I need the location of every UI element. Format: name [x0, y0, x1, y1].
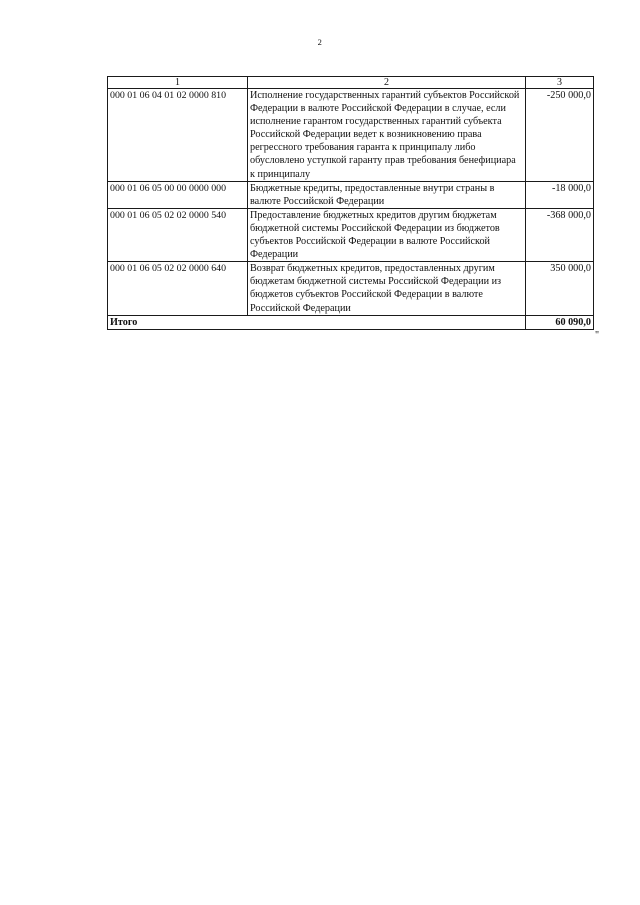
table-row [108, 262, 594, 315]
table-row [108, 181, 594, 208]
closing-quote-mark: " [595, 330, 600, 341]
row-description: Бюджетные кредиты, предоставленные внутри страны в валюте Российской Федерации [248, 181, 526, 208]
classification-code: 000 01 06 04 01 02 0000 810 [108, 89, 248, 182]
financing-sources-table [107, 76, 594, 330]
row-description: Возврат бюджетных кредитов, предоставленных другим бюджетам бюджетной системы Российской Федерации из бюджетов субъектов Российской Федерации в валюте Российской Федерации [248, 262, 526, 315]
header-col-3: 3 [526, 77, 594, 89]
row-amount: -18 000,0 [526, 181, 594, 208]
table-header-row [108, 77, 594, 89]
classification-code: 000 01 06 05 02 02 0000 540 [108, 208, 248, 261]
total-amount: 60 090,0 [526, 315, 594, 329]
table-row [108, 89, 594, 182]
row-description: Предоставление бюджетных кредитов другим бюджетам бюджетной системы Российской Федерации из бюджетов субъектов Российской Федерации в валюте Российской Федерации [248, 208, 526, 261]
row-description: Исполнение государственных гарантий субъектов Российской Федерации в валюте Российской Федерации в случае, если исполнение гарантом государственных гарантий субъекта Российской Федерации ведет к возникновению права регрессного требования гаранта к принципалу либо обусловлено уступкой гаранту прав требования бенефициара к принципалу [248, 89, 526, 182]
row-amount: 350 000,0 [526, 262, 594, 315]
row-amount: -368 000,0 [526, 208, 594, 261]
header-col-2: 2 [248, 77, 526, 89]
total-row [108, 315, 594, 329]
total-label: Итого [108, 315, 526, 329]
table-row [108, 208, 594, 261]
classification-code: 000 01 06 05 02 02 0000 640 [108, 262, 248, 315]
classification-code: 000 01 06 05 00 00 0000 000 [108, 181, 248, 208]
header-col-1: 1 [108, 77, 248, 89]
row-amount: -250 000,0 [526, 89, 594, 182]
page-number: 2 [317, 37, 323, 47]
